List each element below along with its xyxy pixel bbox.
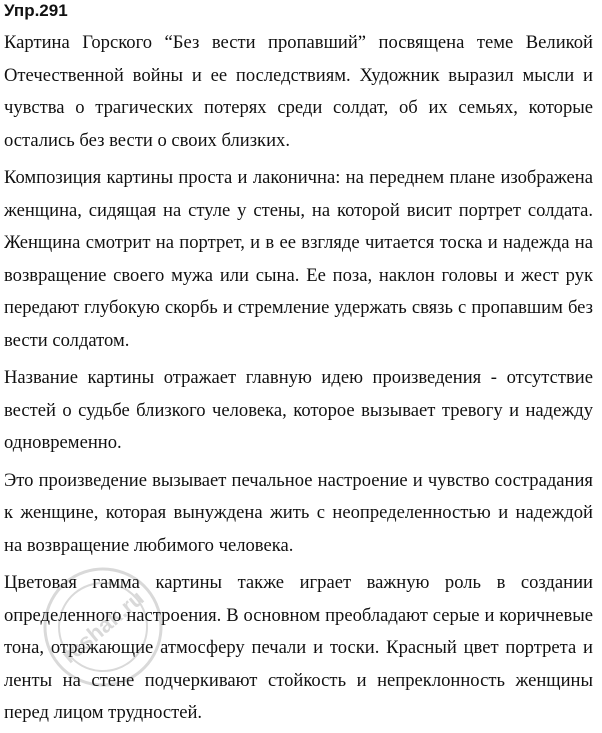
- exercise-heading: Упр.291: [4, 1, 68, 20]
- paragraph-intro: Картина Горского “Без вести пропавший” посвящена теме Великой Отечественной войны и ее последствиям. Художник выразил мысли и чувства о трагических потерях среди солдат, об их семьях, которые остались без вести о своих близких.: [4, 32, 593, 151]
- paragraph-mood: Это произведение вызывает печальное настроение и чувство сострадания к женщине, которая вынуждена жить с неопределенностью и надеждой на возвращение любимого человека.: [4, 469, 593, 556]
- paragraph-composition: Композиция картины проста и лаконична: на переднем плане изображена женщина, сидящая на стуле у стены, на которой висит портрет солдата. Женщина смотрит на портрет, и в ее взгляде читается тоска и надежда на возвращение своего мужа или сына. Ее поза, наклон головы и жест рук передают глубокую скорбь и стремление удержать связь с пропавшим без вести солдатом.: [4, 167, 593, 351]
- paragraph-color: Цветовая гамма картины также играет важную роль в создании определенного настроения. В основном преобладают серые и коричневые тона, отражающие атмосферу печали и тоски. Красный цвет портрета и ленты на стене подчеркивают стойкость и непреклонность женщины перед лицом трудностей.: [4, 572, 593, 723]
- paragraph-title-meaning: Название картины отражает главную идею произведения - отсутствие вестей о судьбе близкого человека, которое вызывает тревогу и надежду одновременно.: [4, 367, 593, 453]
- svg-text:reshak.ru: reshak.ru: [56, 585, 149, 669]
